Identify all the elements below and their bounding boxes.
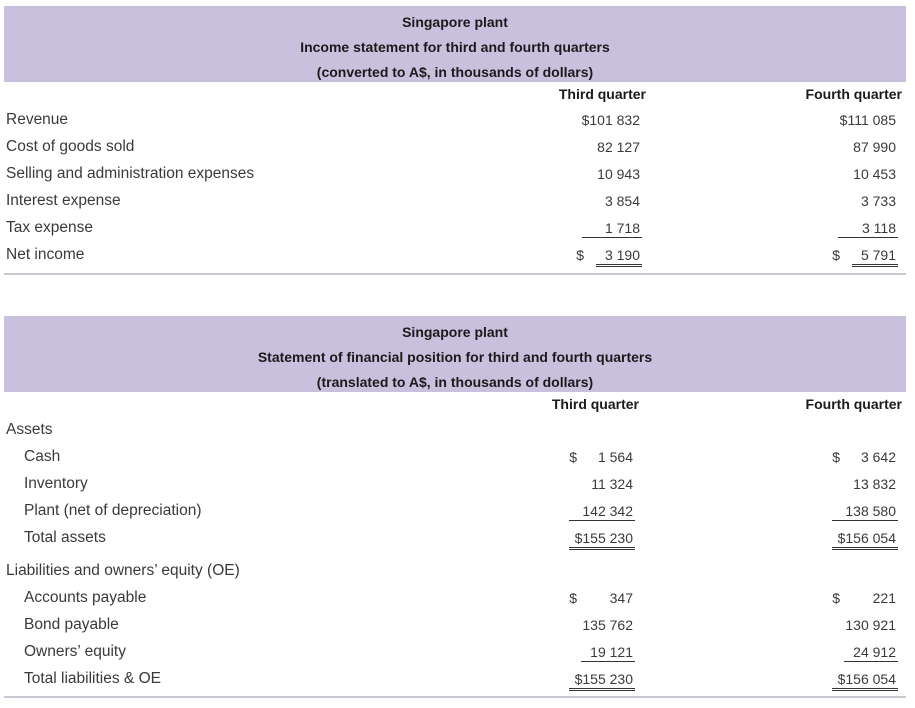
- assets-row-total: Total assets $155 230 $156 054: [24, 529, 896, 546]
- liab-row-bond-payable: Bond payable 135 762 130 921: [24, 616, 896, 633]
- assets-row-inventory: Inventory 11 324 13 832: [24, 475, 896, 492]
- income-column-headers: [4, 82, 906, 107]
- assets-row-cash: Cash $ 1 564 $ 3 642: [24, 448, 896, 465]
- position-col-fourth-quarter: Fourth quarter: [805, 396, 902, 412]
- liab-row-total: Total liabilities & OE $155 230 $156 054: [24, 670, 896, 687]
- income-title-note: (converted to A$, in thousands of dollars): [316, 64, 594, 80]
- income-title-statement: Income statement for third and fourth quarters: [300, 39, 610, 55]
- position-title-note: (translated to A$, in thousands of dollars): [316, 374, 594, 390]
- position-header: [4, 316, 906, 392]
- liab-row-accounts-payable: Accounts payable $ 347 $ 221: [24, 589, 896, 606]
- assets-heading: Assets: [6, 421, 53, 438]
- income-statement-table: [4, 6, 906, 269]
- position-bottom-rule: [4, 696, 906, 698]
- liabilities-heading: Liabilities and owners’ equity (OE): [6, 562, 240, 579]
- income-revenue-q3: $101 832: [581, 112, 640, 128]
- income-row-selling-admin: Selling and administration expenses 10 943 10 453: [6, 165, 896, 182]
- income-row-interest: Interest expense 3 854 3 733: [6, 192, 896, 209]
- position-title-plant: Singapore plant: [402, 324, 508, 340]
- income-row-net-income: Net income $ 3 190 $ 5 791: [6, 246, 896, 263]
- position-column-headers: [4, 392, 906, 417]
- liab-row-owners-equity: Owners’ equity 19 121 24 912: [24, 643, 896, 660]
- income-col-fourth-quarter: Fourth quarter: [805, 86, 902, 102]
- income-row-tax: Tax expense 1 718 3 118: [6, 219, 896, 236]
- income-col-third-quarter: Third quarter: [558, 86, 646, 102]
- income-row-revenue: Revenue $101 832 $111 085: [6, 111, 896, 128]
- income-row-cogs: Cost of goods sold 82 127 87 990: [6, 138, 896, 155]
- income-statement-header: [4, 6, 906, 82]
- income-revenue-q4: $111 085: [839, 112, 896, 128]
- financial-position-table: [4, 316, 906, 693]
- position-title-statement: Statement of financial position for third and fourth quarters: [257, 349, 653, 365]
- position-col-third-quarter: Third quarter: [551, 396, 639, 412]
- income-bottom-rule: [4, 273, 906, 275]
- assets-row-plant: Plant (net of depreciation) 142 342 138 580: [24, 502, 896, 519]
- income-title-plant: Singapore plant: [402, 14, 508, 30]
